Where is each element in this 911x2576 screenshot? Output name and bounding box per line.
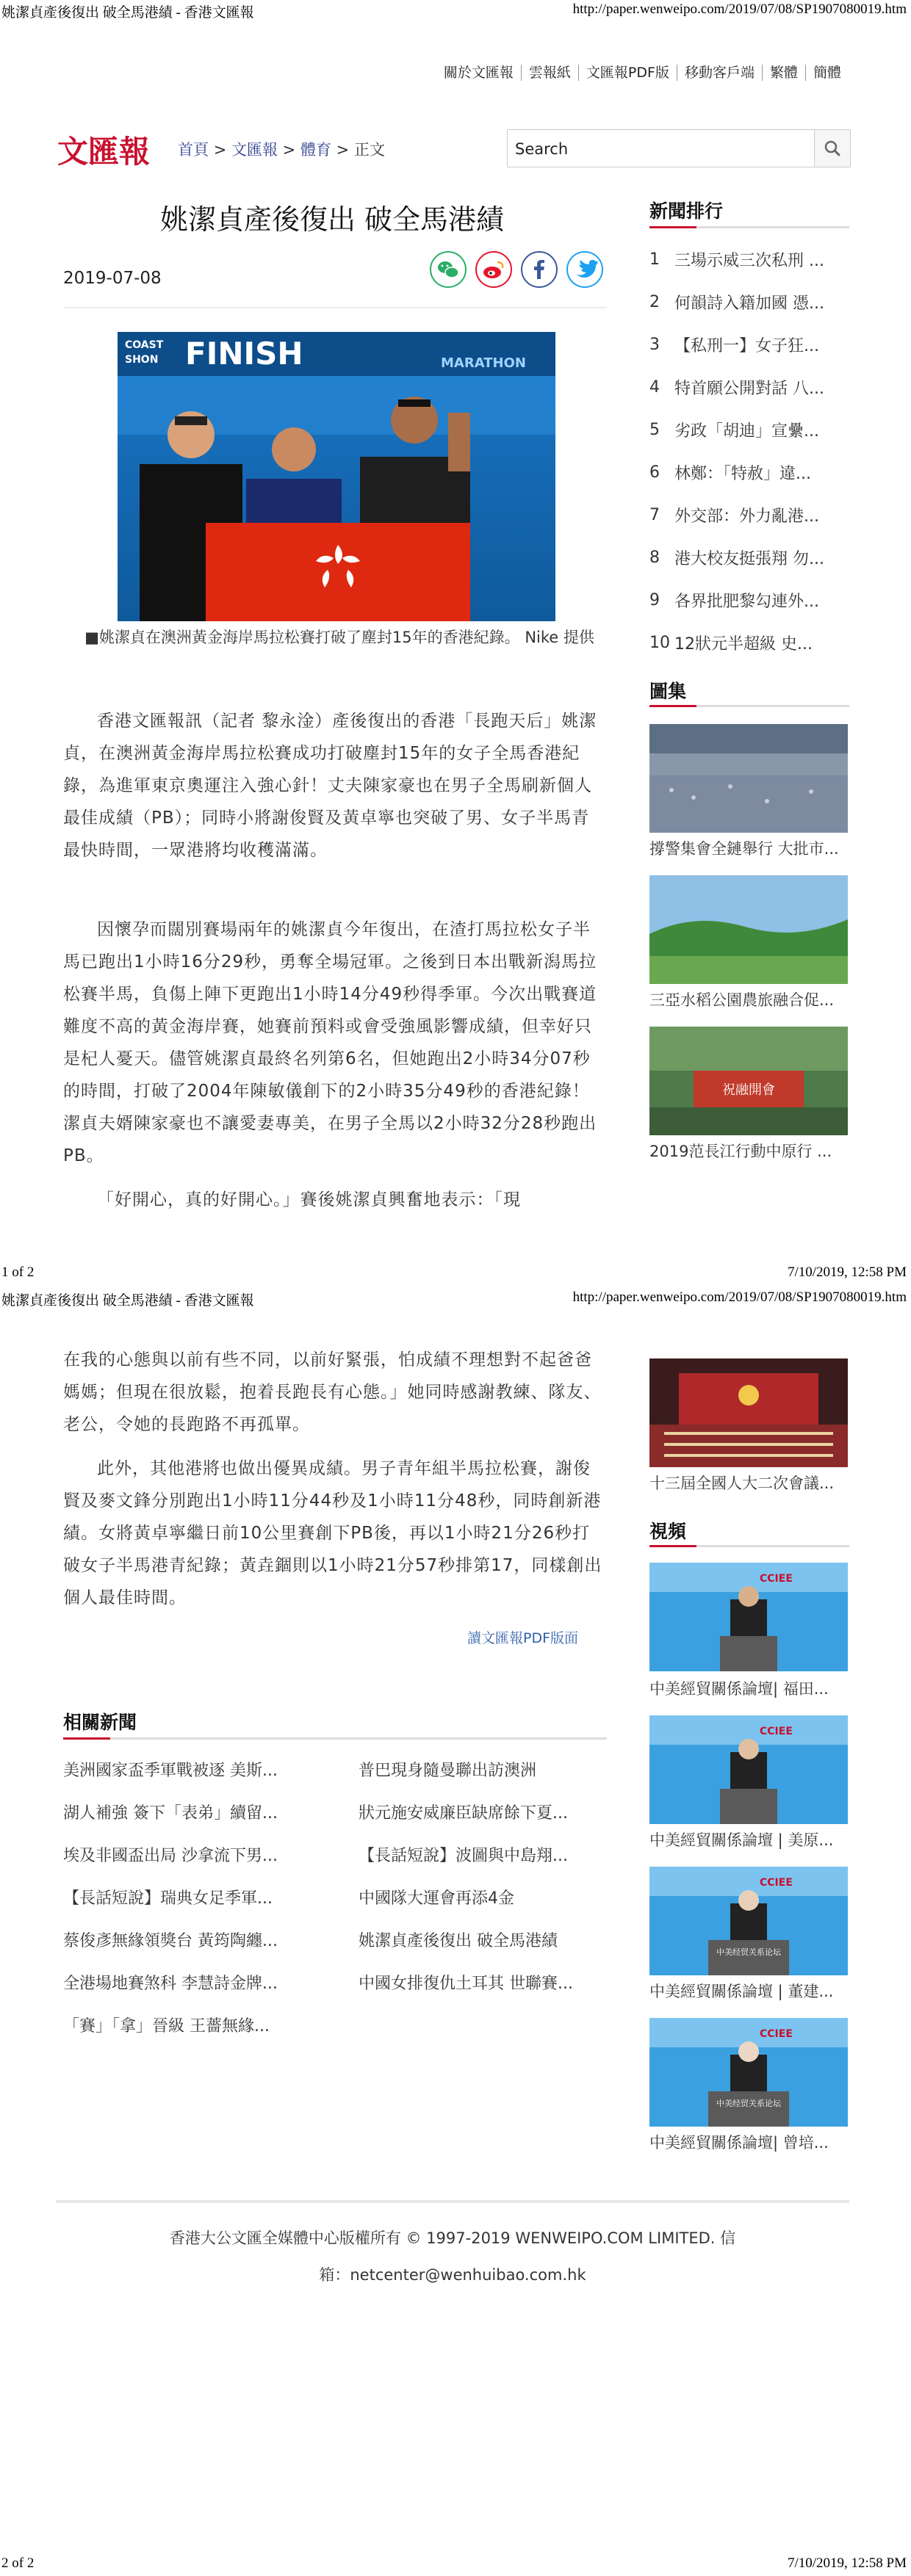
video-thumb[interactable] [649,2018,848,2127]
related-item[interactable]: 湖人補強 簽下「表弟」續留... [63,1804,278,1823]
svg-text:COAST: COAST [125,339,164,351]
print-page-number: 1 of 2 [1,1265,35,1280]
svg-text:祝融開會: 祝融開會 [722,1082,775,1098]
gallery-title-bar [649,705,849,707]
footer-divider [56,2200,849,2203]
gallery-caption[interactable]: 三亞水稻公園農旅融合促... [649,991,835,1009]
video-caption[interactable]: 中美經貿關係論壇| 福田... [649,1680,829,1698]
search-button[interactable] [814,130,850,167]
related-item[interactable]: 中國隊大運會再添4金 [359,1889,514,1908]
rank-item[interactable]: 3 【私刑一】女子狂... [649,335,819,355]
article-photo [118,332,555,621]
related-item[interactable]: 蔡俊彥無緣領獎台 黃筠陶纏... [63,1932,278,1950]
search-icon [815,130,850,167]
rank-item[interactable]: 8 港大校友挺張翔 勿... [649,548,824,568]
nav-simplified[interactable]: 簡體 [805,65,849,81]
article-paragraph: 香港文匯報訊（記者 黎永淦）產後復出的香港「長跑天后」姚潔貞，在澳洲黃金海岸馬拉松賽成功打破塵封15年的女子全馬香港紀錄，為進軍東京奧運注入強心針！丈夫陳家豪也在男子全馬刷新個人最佳成績（PB）；同時小將謝俊賢及黃卓寧也突破了男、女子半馬青最快時間，一眾港將均收穫滿滿。 [63,712,597,860]
breadcrumb-paper[interactable]: 文匯報 [231,141,278,159]
article-date: 2019-07-08 [63,269,162,288]
article-paragraph: 在我的心態與以前有些不同，以前好緊張，怕成績不理想對不起爸爸媽媽；但現在很放鬆，抱着長跑長有心態。」她同時感謝教練、隊友、老公，令她的長跑路不再孤單。 [63,1350,602,1434]
video-thumb[interactable] [649,1867,848,1975]
weibo-icon [477,253,511,286]
nav-about[interactable]: 關於文匯報 [443,65,514,81]
video-caption[interactable]: 中美經貿關係論壇 | 董建... [649,1983,834,2000]
svg-text:中美经贸关系论坛: 中美经贸关系论坛 [716,1947,781,1957]
breadcrumb-section[interactable]: 體育 [300,141,331,159]
print-page-title: 姚潔貞產後復出 破全馬港績 - 香港文匯報 [1,5,254,21]
gallery-caption[interactable]: 撐警集會全鏈舉行 大批市... [649,840,839,858]
share-facebook-button[interactable] [521,251,558,288]
gallery-title: 圖集 [649,681,687,702]
read-pdf-link[interactable]: 讀文匯報PDF版面 [467,1630,579,1646]
video-caption[interactable]: 中美經貿關係論壇| 曾培... [649,2134,829,2152]
print-url: http://paper.wenweipo.com/2019/07/08/SP1907080019.htm [572,1289,907,1305]
related-item[interactable]: 美洲國家盃季軍戰被逐 美斯... [63,1762,278,1780]
nav-pdf[interactable]: 文匯報PDF版 [578,65,677,81]
related-item[interactable]: 全港場地賽煞科 李慧詩金牌... [63,1975,278,1993]
related-item[interactable]: 【長話短說】波圖與中島翔... [359,1847,568,1865]
article-paragraph: 此外，其他港將也做出優異成績。男子青年組半馬拉松賽，謝俊賢及麥文鋒分別跑出1小時11分44秒及1小時11分48秒，同時創新港績。女將黃卓寧繼日前10公里賽創下PB後，再以1小時21分26秒打破女子半馬港青紀錄；黃垚錮則以1小時21分57秒排第17，同樣創出個人最佳時間。 [63,1459,602,1607]
breadcrumb-home[interactable]: 首頁 [178,141,209,159]
nav-cloud-paper[interactable]: 雲報紙 [521,65,578,81]
article-title: 姚潔貞產後復出 破全馬港績 [159,203,505,236]
related-item[interactable]: 普巴現身隨曼聯出訪澳洲 [359,1762,537,1780]
svg-text:文匯報: 文匯報 [57,134,151,169]
nav-traditional[interactable]: 繁體 [762,65,805,81]
rank-item[interactable]: 6 林鄭：「特赦」違... [649,463,811,483]
video-title-bar [649,1545,849,1547]
svg-text:SHON: SHON [125,354,159,366]
twitter-icon [568,253,602,286]
svg-text:MARATHON: MARATHON [441,355,526,371]
wechat-icon [431,253,465,286]
related-item[interactable]: 埃及非國盃出局 沙拿流下男... [63,1847,278,1865]
photo-caption: ■姚潔貞在澳洲黃金海岸馬拉松賽打破了塵封15年的香港紀錄。 Nike 提供 [84,629,594,646]
gallery-thumb[interactable] [649,1358,848,1467]
site-logo[interactable] [56,131,166,169]
article-paragraph: 因懷孕而闊別賽場兩年的姚潔貞今年復出，在渣打馬拉松女子半馬已跑出1小時16分29秒，勇奪全場冠軍。之後到日本出戰新潟馬拉松賽半馬，負傷上陣下更跑出1小時14分49秒得季軍。今次出戰賽道難度不高的黃金海岸賽，她賽前預料或會受強風影響成績，但幸好只是杞人憂天。儘管姚潔貞最終名列第6名，但她跑出2小時34分07秒的時間，打破了2004年陳敏儀創下的2小時35分49秒的香港紀錄！潔貞夫婿陳家豪也不讓愛妻專美，在男子全馬以2小時32分28秒跑出PB。 [63,920,597,1165]
facebook-icon [522,253,556,286]
article-paragraph: 「好開心，真的好開心。」賽後姚潔貞興奮地表示：「現 [97,1190,521,1209]
footer-email: 箱：netcenter@wenhuibao.com.hk [319,2266,586,2284]
title-divider [63,307,607,308]
video-thumb[interactable] [649,1563,848,1671]
svg-text:CCIEE: CCIEE [760,2028,793,2040]
rank-item[interactable]: 4 特首願公開對話 八... [649,377,824,398]
print-datetime: 7/10/2019, 12:58 PM [787,2555,907,2571]
video-caption[interactable]: 中美經貿關係論壇 | 美原... [649,1831,834,1849]
print-page-number: 2 of 2 [1,2555,35,2571]
rank-item[interactable]: 9 各界批肥黎勾連外... [649,590,819,611]
gallery-thumb[interactable] [649,1027,848,1135]
rank-item[interactable]: 10 12狀元半超級 史... [649,633,813,654]
nav-mobile[interactable]: 移動客戶端 [677,65,762,81]
footer-copyright: 香港大公文匯全媒體中心版權所有 © 1997-2019 WENWEIPO.COM LIMITED. 信 [169,2229,736,2247]
breadcrumb: 首頁 > 文匯報 > 體育 > 正文 [178,141,385,159]
svg-text:FINISH: FINISH [185,336,303,372]
svg-text:CCIEE: CCIEE [760,1726,793,1737]
related-title-bar [63,1737,607,1740]
rank-item[interactable]: 5 劣政「胡迪」宣纍... [649,420,819,441]
share-weibo-button[interactable] [475,251,512,288]
rank-item[interactable]: 1 三場示威三次私刑 ... [649,250,824,270]
related-item[interactable]: 狀元施安威廉臣缺席餘下夏... [359,1804,568,1823]
svg-text:CCIEE: CCIEE [760,1877,793,1889]
gallery-caption[interactable]: 十三屆全國人大二次會議... [649,1475,835,1492]
print-datetime: 7/10/2019, 12:58 PM [787,1265,907,1280]
related-item[interactable]: 【長話短說】瑞典女足季軍... [63,1889,273,1908]
related-item[interactable]: 姚潔貞產後復出 破全馬港績 [359,1932,558,1950]
related-title: 相關新聞 [63,1712,137,1733]
search-box [507,129,851,167]
related-item[interactable]: 中國女排復仇土耳其 世聯賽... [359,1975,573,1993]
video-thumb[interactable] [649,1715,848,1824]
svg-text:中美经贸关系论坛: 中美经贸关系论坛 [716,2099,781,2108]
print-page-title: 姚潔貞產後復出 破全馬港績 - 香港文匯報 [1,1293,254,1309]
breadcrumb-current: 正文 [353,141,385,159]
gallery-thumb[interactable] [649,724,848,833]
share-wechat-button[interactable] [430,251,467,288]
rank-title: 新聞排行 [649,200,724,222]
gallery-thumb[interactable] [649,875,848,984]
search-input[interactable] [514,136,810,162]
rank-item[interactable]: 2 何韻詩入籍加國 憑... [649,292,824,313]
top-nav [393,65,849,81]
video-title: 視頻 [649,1521,687,1542]
rank-item[interactable]: 7 外交部：外力亂港... [649,505,819,526]
gallery-caption[interactable]: 2019范長江行動中原行 ... [649,1143,832,1160]
print-url: http://paper.wenweipo.com/2019/07/08/SP1907080019.htm [572,1,907,17]
rank-title-bar [649,226,849,228]
related-item[interactable]: 「賽」「拿」晉級 王薔無緣... [63,2017,270,2036]
svg-text:CCIEE: CCIEE [760,1573,793,1585]
share-twitter-button[interactable] [566,251,603,288]
